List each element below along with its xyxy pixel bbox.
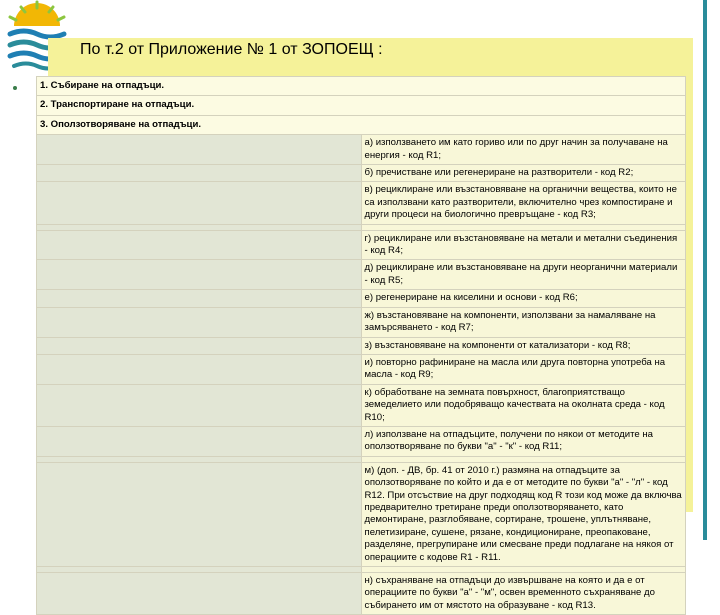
operation-r13: н) съхраняване на отпадъци до извършване на която и да е от операциите по букви "а" - "м", освен временното съхраняване до събирането им от мястото на образуване - код R13. [361,573,686,615]
header-transport: 2. Транспортиране на отпадъци. [37,96,686,115]
table-row [37,307,686,337]
table-row [37,230,686,260]
operation-r11: л) използване на отпадъците, получени по някои от методите на оползотворяване по букви "а" - "к" - код R11; [361,426,686,456]
table-row [37,182,686,224]
decorative-side-bar [693,0,720,540]
operation-r3: в) рециклиране или възстановяване на органични вещества, които не са използвани като разтворители, включително чрез компостиране и други процеси на биологично превръщане - код R3; [361,182,686,224]
table-row [37,426,686,456]
table-row [37,573,686,615]
operation-r8: з) възстановяване на компоненти от катализатори - код R8; [361,337,686,354]
operation-r5: д) рециклиране или възстановяване на други неорганични материали - код R5; [361,260,686,290]
table-row [37,354,686,384]
table-header-row [37,96,686,115]
header-recovery: 3. Оползотворяване на отпадъци. [37,115,686,134]
table-header-row [37,115,686,134]
table-row [37,165,686,182]
table-row [37,260,686,290]
table-header-row [37,77,686,96]
operation-r2: б) пречистване или регенериране на разтворители - код R2; [361,165,686,182]
operation-r10: к) обработване на земната повърхност, благоприятстващо земеделието или подобряващо качествата на околната среда - код R10; [361,384,686,426]
header-collection: 1. Събиране на отпадъци. [37,77,686,96]
operation-r9: и) повторно рафиниране на масла или друга повторна употреба на масла - код R9; [361,354,686,384]
bullet-dot [13,86,17,90]
page-title: По т.2 от Приложение № 1 от ЗОПОЕЩ : [80,41,383,58]
operation-r6: е) регенериране на киселини и основи - код R6; [361,290,686,307]
table-row [37,462,686,566]
table-row [37,384,686,426]
operations-table [36,76,686,615]
operation-r1: а) използването им като гориво или по друг начин за получаване на енергия - код R1; [361,135,686,165]
operation-r12: м) (доп. - ДВ, бр. 41 от 2010 г.) размяна на отпадъците за оползотворяване по който и да е от методите по букви "а" - "л" - код R12. При отсъствие на друг подходящ код R този код може да включва предварително третиране преди оползотворяването, като демонтиране, разглобяване, сортиране, трошене, уплътняване, пелетизиране, сушене, рязане, кондициониране, преопаковане, разделяне, прегрупиране или смесване преди подлагане на някоя от операциите с кодове R1 - R11. [361,462,686,566]
operation-r4: г) рециклиране или възстановяване на метали и метални съединения - код R4; [361,230,686,260]
table-row [37,337,686,354]
table-row [37,290,686,307]
operation-r7: ж) възстановяване на компоненти, използвани за намаляване на замърсяването - код R7; [361,307,686,337]
sun-icon [10,2,64,26]
table-row [37,135,686,165]
